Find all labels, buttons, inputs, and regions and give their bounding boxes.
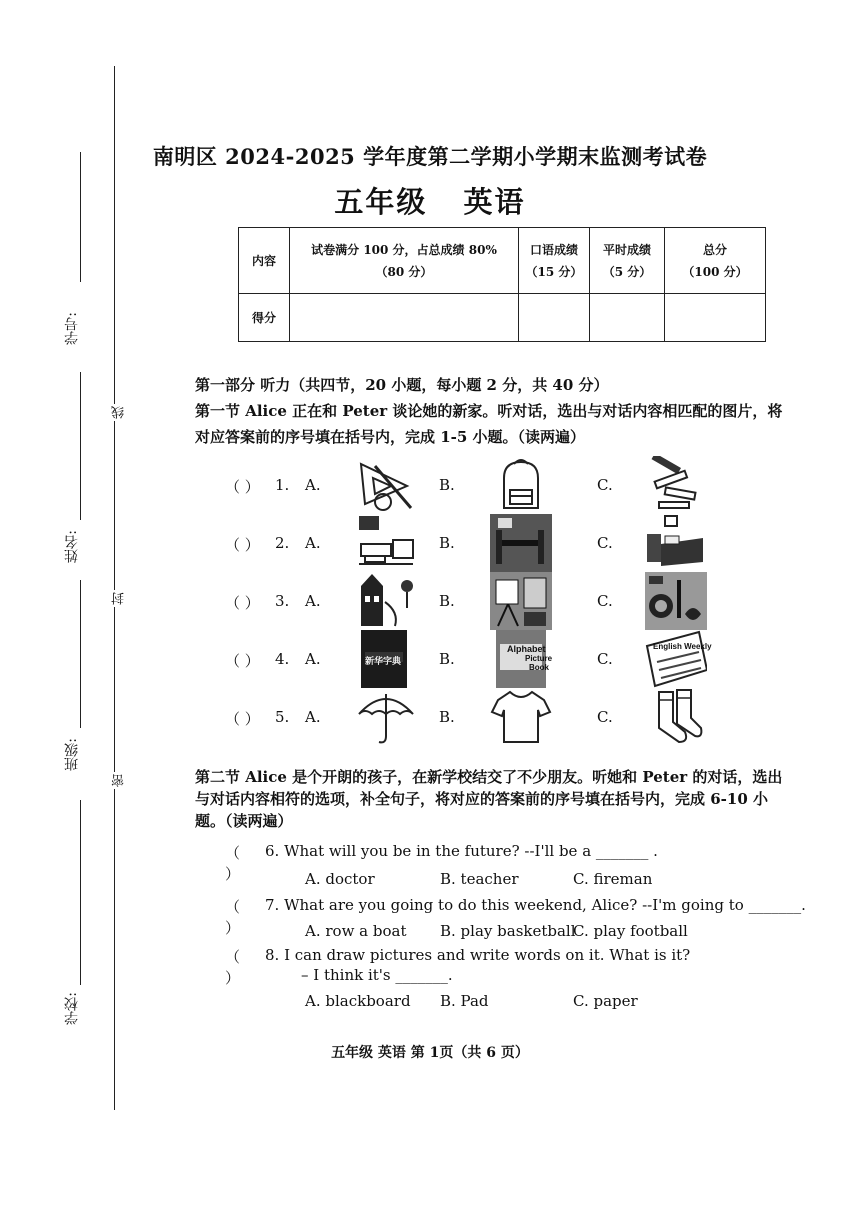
ruler-set-icon[interactable]	[355, 456, 417, 514]
socks-icon[interactable]	[645, 688, 707, 746]
oral-score-cell[interactable]	[519, 294, 590, 342]
option-b-label: B.	[439, 708, 455, 726]
binding-line	[114, 66, 115, 1110]
oral-line1: 口语成绩	[529, 242, 578, 257]
class-blank	[80, 580, 81, 728]
option-b-label: B.	[439, 476, 455, 494]
option-c-label: C.	[597, 476, 613, 494]
answer-paren[interactable]: （ ）	[225, 710, 260, 728]
section2-line3: 题。（读两遍）	[195, 812, 293, 830]
section1-line1: 第一节 Alice 正在和 Peter 谈论她的新家。听对话，选出与对话内容相匹配的图片，将	[195, 402, 783, 420]
school-label: 学校:	[64, 992, 80, 1025]
content-label: 内容	[239, 228, 290, 294]
tshirt-icon[interactable]	[490, 688, 552, 746]
written-line2: （80 分）	[375, 264, 433, 279]
question-number: 2.	[275, 534, 290, 552]
picture-question-1	[225, 456, 745, 516]
picture-question-3	[225, 572, 745, 632]
option-c[interactable]: C. fireman	[573, 870, 653, 888]
option-c[interactable]: C. paper	[573, 992, 638, 1010]
crayons-icon[interactable]	[645, 456, 707, 514]
picture-question-4	[225, 630, 745, 690]
score-table	[238, 227, 766, 342]
option-c-label: C.	[597, 592, 613, 610]
section1-line2: 对应答案前的序号填在括号内，完成 1-5 小题。（读两遍）	[195, 428, 586, 446]
option-c[interactable]: C. play football	[573, 922, 688, 940]
name-label: 姓名:	[64, 530, 80, 563]
usual-score-cell[interactable]	[590, 294, 665, 342]
question-stem: 8. I can draw pictures and write words on it. What is it?	[265, 946, 691, 964]
oral-line2: （15 分）	[525, 264, 583, 279]
option-b-label: B.	[439, 534, 455, 552]
question-number: 1.	[275, 476, 290, 494]
usual-score-header	[590, 228, 665, 294]
living-room-icon[interactable]	[355, 514, 417, 572]
playground-icon[interactable]	[355, 572, 417, 630]
student-id-label: 学号:	[64, 312, 80, 345]
answer-paren[interactable]: （ ）	[225, 536, 260, 554]
option-a-label: A.	[305, 476, 321, 494]
newspaper-title: English Weekly	[653, 642, 712, 651]
subject-label: 英语	[463, 185, 526, 219]
newspaper-icon[interactable]	[645, 630, 707, 688]
exam-subtitle	[0, 180, 860, 221]
option-a-label: A.	[305, 534, 321, 552]
part1-heading: 第一部分 听力（共四节，20 小题，每小题 2 分，共 40 分）	[195, 376, 609, 394]
oral-score-header	[519, 228, 590, 294]
question-number: 4.	[275, 650, 290, 668]
page-footer: 五年级 英语 第 1页（共 6 页）	[331, 1045, 529, 1061]
dining-room-icon[interactable]	[490, 514, 552, 572]
question-number: 5.	[275, 708, 290, 726]
picture-book-title-1: Alphabet	[507, 644, 546, 654]
school-blank	[80, 800, 81, 985]
written-score-header	[290, 228, 519, 294]
option-a-label: A.	[305, 650, 321, 668]
backpack-icon[interactable]	[490, 456, 552, 514]
option-a[interactable]: A. doctor	[305, 870, 375, 888]
total-score-cell[interactable]	[665, 294, 766, 342]
dictionary-title: 新华字典	[365, 656, 402, 666]
seal-mi: 密	[112, 774, 127, 787]
usual-line2: （5 分）	[602, 264, 652, 279]
answer-paren[interactable]: （ ）	[225, 652, 260, 670]
answer-paren[interactable]: （ ）	[225, 844, 241, 883]
option-a[interactable]: A. row a boat	[305, 922, 407, 940]
question-number: 3.	[275, 592, 290, 610]
score-label: 得分	[239, 294, 290, 342]
option-b[interactable]: B. Pad	[440, 992, 489, 1010]
section2-instructions	[195, 766, 805, 832]
option-c-label: C.	[597, 708, 613, 726]
umbrella-icon[interactable]	[355, 688, 417, 746]
option-b-label: B.	[439, 592, 455, 610]
music-room-icon[interactable]	[645, 572, 707, 630]
option-a[interactable]: A. blackboard	[305, 992, 411, 1010]
picture-book-title-3: Book	[529, 663, 549, 672]
question-stem: 7. What are you going to do this weekend, Alice? --I'm going to _______.	[265, 896, 806, 914]
answer-paren[interactable]: （ ）	[225, 898, 241, 937]
section1-instructions	[195, 398, 805, 450]
question-stem: 6. What will you be in the future? --I'll be a _______ .	[265, 842, 658, 860]
option-a-label: A.	[305, 592, 321, 610]
picture-question-5	[225, 688, 745, 748]
total-score-header	[665, 228, 766, 294]
seal-feng: 封	[112, 592, 127, 605]
usual-line1: 平时成绩	[602, 242, 651, 257]
exam-title: 南明区 2024-2025 学年度第二学期小学期末监测考试卷	[152, 144, 708, 169]
seal-xian: 线	[112, 406, 127, 419]
bedroom-icon[interactable]	[645, 514, 707, 572]
written-line1: 试卷满分 100 分，占总成绩 80%	[311, 242, 497, 257]
option-c-label: C.	[597, 534, 613, 552]
answer-paren[interactable]: （ ）	[225, 948, 241, 987]
picture-book-title-2: Picture	[525, 654, 553, 663]
class-label: 班级:	[64, 738, 80, 771]
option-b[interactable]: B. play basketball	[440, 922, 576, 940]
section2-line1: 第二节 Alice 是个开朗的孩子，在新学校结交了不少朋友。听她和 Peter 的对话，选出	[195, 768, 783, 786]
answer-paren[interactable]: （ ）	[225, 594, 260, 612]
option-b-label: B.	[439, 650, 455, 668]
written-score-cell[interactable]	[290, 294, 519, 342]
total-line2: （100 分）	[682, 264, 748, 279]
total-line1: 总分	[702, 242, 727, 257]
option-c-label: C.	[597, 650, 613, 668]
name-blank	[80, 372, 81, 520]
grade-label: 五年级	[334, 185, 428, 219]
option-a-label: A.	[305, 708, 321, 726]
art-room-icon[interactable]	[490, 572, 552, 630]
section2-line2: 与对话内容相符的选项，补全句子，将对应的答案前的序号填在括号内，完成 6-10 小	[195, 790, 768, 808]
answer-paren[interactable]: （ ）	[225, 478, 260, 496]
question-stem-2: – I think it's _______.	[301, 966, 453, 984]
picture-question-2	[225, 514, 745, 574]
option-b[interactable]: B. teacher	[440, 870, 519, 888]
